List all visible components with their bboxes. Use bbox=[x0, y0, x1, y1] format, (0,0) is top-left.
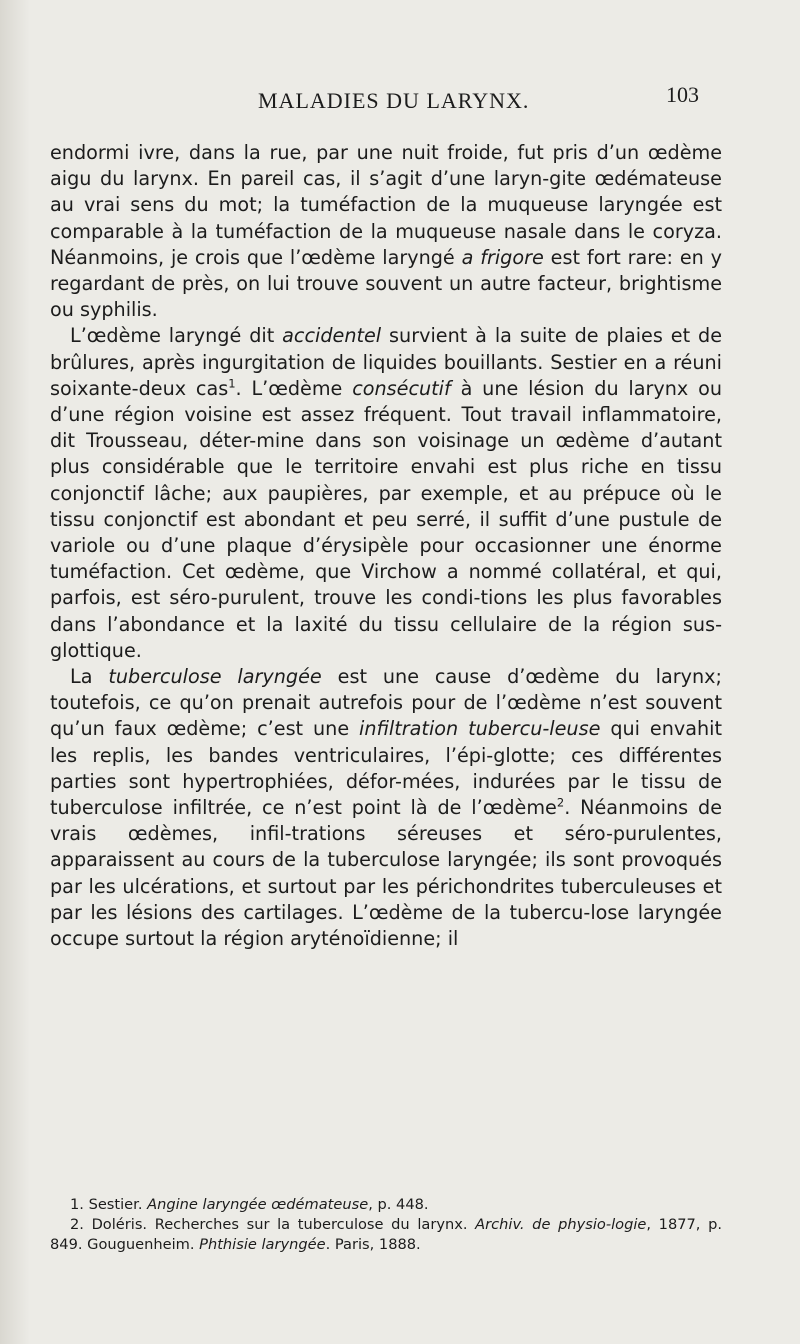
italic-run: infiltration tubercu-leuse bbox=[359, 717, 601, 741]
text-run: . L’œdème bbox=[235, 376, 353, 400]
text-run: , p. 448. bbox=[368, 1196, 429, 1213]
page-header bbox=[0, 82, 800, 118]
footnotes bbox=[50, 1195, 722, 1255]
page-number: 103 bbox=[666, 82, 699, 107]
paragraph bbox=[50, 140, 722, 323]
page-edge-shadow bbox=[0, 0, 30, 1344]
footnote-ref: 2 bbox=[556, 795, 565, 810]
text-run: survient à la suite de plaies et de brûlures, après ingurgitation de liquides bouillants. Sestier en a réuni soixante-deux cas bbox=[50, 324, 722, 400]
footnote bbox=[50, 1215, 722, 1255]
italic-run: tuberculose laryngée bbox=[108, 665, 322, 689]
text-run: La bbox=[70, 665, 109, 689]
italic-run: Archiv. de physio-logie bbox=[475, 1216, 647, 1233]
text-run: . Paris, 1888. bbox=[325, 1236, 421, 1253]
text-run: . Néanmoins de vrais œdèmes, infil-trations séreuses et séro-purulentes, apparaissent au cours de la tuberculose laryngée; ils sont provoqués par les ulcérations, et surtout par les périchondrites tuberculeuses et par les lésions des cartilages. L’œdème de la tubercu-lose laryngée occupe surtout la région aryténoïdienne; il bbox=[50, 796, 722, 951]
text-run: à une lésion du larynx ou d’une région voisine est assez fréquent. Tout travail inflammatoire, dit Trousseau, déter-mine dans son voisinage un œdème d’autant plus considérable que le territoire envahi est plus riche en tissu conjonctif lâche; aux paupières, par exemple, et au prépuce où le tissu conjonctif est abondant et peu serré, il suffit d’une pustule de variole ou d’une plaque d’érysipèle pour occasionner une énorme tuméfaction. Cet œdème, que Virchow a nommé collatéral, et qui, parfois, est séro-purulent, trouve les condi-tions les plus favorables dans l’abondance et la laxité du tissu cellulaire de la région sus-glottique. bbox=[50, 376, 722, 662]
paragraph bbox=[50, 323, 722, 664]
text-run: , 1877, p. 849. Gouguenheim. bbox=[50, 1216, 722, 1253]
text-run: qui envahit les replis, les bandes ventriculaires, l’épi-glotte; ces différentes parties sont hypertrophiées, défor-mées, indurées par le tissu de tuberculose infiltrée, ce n’est point là de l’œdème bbox=[50, 717, 723, 820]
text-run: 1. Sestier. bbox=[70, 1196, 148, 1213]
text-run: est fort rare: en y regardant de près, on lui trouve souvent un autre facteur, brightisme ou syphilis. bbox=[50, 245, 722, 322]
italic-run: accidentel bbox=[282, 324, 382, 348]
running-title: MALADIES DU LARYNX. bbox=[258, 88, 530, 113]
text-run: L’œdème laryngé dit bbox=[70, 324, 283, 348]
italic-run: Angine laryngée œdémateuse bbox=[147, 1196, 369, 1213]
text-run: 2. Doléris. Recherches sur la tuberculose du larynx. bbox=[70, 1216, 476, 1233]
italic-run: Phthisie laryngée bbox=[199, 1236, 326, 1253]
body-text bbox=[50, 140, 722, 952]
text-run: endormi ivre, dans la rue, par une nuit froide, fut pris d’un œdème aigu du larynx. En pareil cas, il s’agit d’une laryn-gite œdémateuse au vrai sens du mot; la tuméfaction de la muqueuse laryngée est comparable à la tuméfaction de la muqueuse nasale dans le coryza. Néanmoins, je crois que l’œdème laryngé bbox=[50, 141, 722, 269]
italic-run: consécutif bbox=[352, 376, 451, 400]
footnote bbox=[50, 1195, 722, 1215]
paragraph bbox=[50, 664, 722, 952]
italic-run: a frigore bbox=[461, 245, 544, 269]
text-run: est une cause d’œdème du larynx; toutefois, ce qu’on prenait autrefois pour de l’œdème n’est souvent qu’un faux œdème; c’est une bbox=[50, 665, 722, 741]
footnote-ref: 1 bbox=[228, 376, 236, 391]
